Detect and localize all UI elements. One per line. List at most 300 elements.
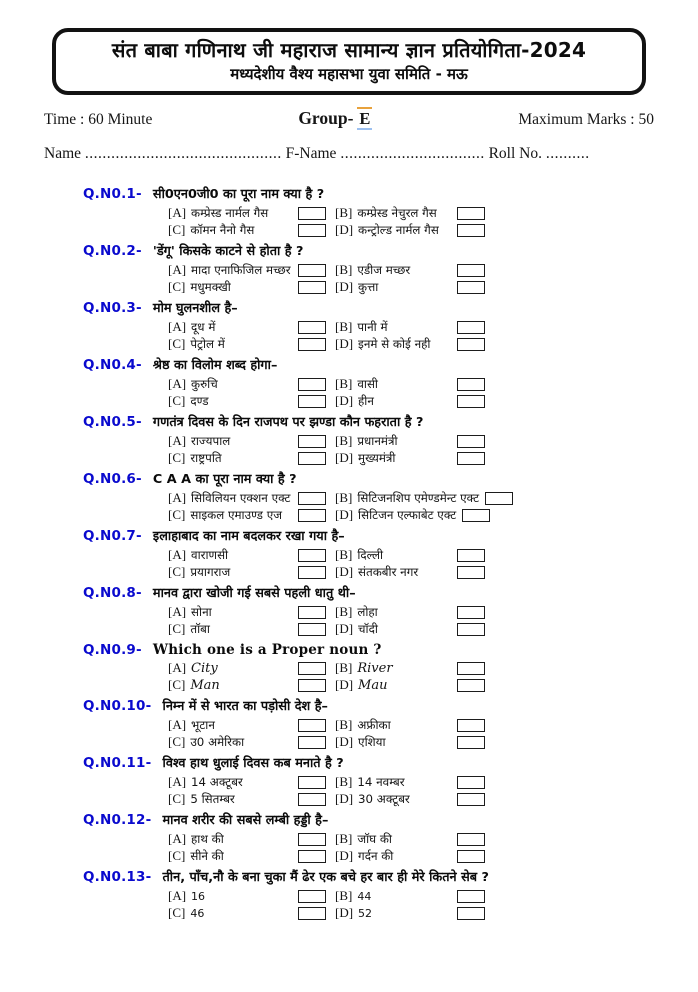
option-d xyxy=(335,905,485,921)
answer-checkbox-c[interactable] xyxy=(298,623,326,636)
option-b-text: एडीज मच्छर xyxy=(357,263,411,277)
question-text: इलाहाबाद का नाम बदलकर रखा गया है– xyxy=(152,529,345,544)
option-row-cd xyxy=(168,621,652,637)
answer-checkbox-d[interactable] xyxy=(457,566,485,579)
question-text: सी0एन0जी0 का पूरा नाम क्या है ? xyxy=(152,187,325,202)
option-d xyxy=(335,677,485,693)
option-b-tag: [B] xyxy=(335,774,353,789)
option-b-tag: [B] xyxy=(335,831,353,846)
max-marks-label: Maximum Marks : 50 xyxy=(518,111,654,128)
question-number: Q.N0.4- xyxy=(83,357,142,373)
option-a xyxy=(168,888,326,904)
option-b-text: 44 xyxy=(357,889,372,903)
option-d xyxy=(335,734,485,750)
option-a-text: सिविलियन एक्शन एक्ट xyxy=(191,491,291,505)
question-block xyxy=(83,810,652,864)
option-b-tag: [B] xyxy=(335,205,353,220)
option-row-cd xyxy=(168,507,652,523)
option-b-tag: [B] xyxy=(335,376,353,391)
option-c-text: Man xyxy=(190,677,220,693)
option-d-tag: [D] xyxy=(335,564,354,579)
answer-checkbox-d[interactable] xyxy=(457,679,485,692)
option-a-tag: [A] xyxy=(168,547,187,562)
option-a xyxy=(168,660,326,676)
answer-checkbox-a[interactable] xyxy=(298,719,326,732)
option-d xyxy=(335,507,490,523)
option-b-text: कम्प्रेस्ड नेचुरल गैस xyxy=(357,206,437,220)
question-text: निम्न में से भारत का पड़ोसी देश है– xyxy=(162,699,328,714)
option-d-tag: [D] xyxy=(335,734,354,749)
option-c-text: उ0 अमेरिका xyxy=(190,735,245,749)
option-b xyxy=(335,376,485,392)
option-row-ab xyxy=(168,319,652,335)
option-b xyxy=(335,774,485,790)
answer-checkbox-d[interactable] xyxy=(457,281,485,294)
option-b xyxy=(335,319,485,335)
option-d-text: चॉदी xyxy=(358,622,378,636)
option-c xyxy=(168,564,326,580)
option-c-tag: [C] xyxy=(168,734,186,749)
question-block xyxy=(83,469,652,523)
question-number: Q.N0.6- xyxy=(83,471,142,487)
option-d-tag: [D] xyxy=(335,848,354,863)
exam-meta-row xyxy=(44,108,654,129)
option-d-text: संतकबीर नगर xyxy=(358,565,419,579)
option-b xyxy=(335,490,513,506)
option-c-tag: [C] xyxy=(168,336,186,351)
option-d-text: इनमे से कोई नही xyxy=(358,337,431,351)
option-row-cd xyxy=(168,564,652,580)
option-row-cd xyxy=(168,393,652,409)
answer-checkbox-c[interactable] xyxy=(298,395,326,408)
option-d-tag: [D] xyxy=(335,222,354,237)
option-c-text: मधुमक्खी xyxy=(190,280,231,294)
option-a-text: हाथ की xyxy=(191,832,224,846)
answer-checkbox-c[interactable] xyxy=(298,338,326,351)
option-a xyxy=(168,547,326,563)
question-number: Q.N0.1- xyxy=(83,186,142,202)
option-d-text: कन्ट्रोल्ड नार्मल गैस xyxy=(358,223,439,237)
question-text: मानव शरीर की सबसे लम्बी हड्डी है– xyxy=(162,813,329,828)
option-a-tag: [A] xyxy=(168,717,187,732)
answer-checkbox-b[interactable] xyxy=(485,492,513,505)
answer-checkbox-d[interactable] xyxy=(457,452,485,465)
option-row-ab xyxy=(168,547,652,563)
option-b-text: 14 नवम्बर xyxy=(357,775,405,789)
option-row-ab xyxy=(168,774,652,790)
option-d-text: 52 xyxy=(358,906,373,920)
option-b-tag: [B] xyxy=(335,660,353,675)
option-d-tag: [D] xyxy=(335,393,354,408)
name-label: Name xyxy=(44,145,82,162)
option-b xyxy=(335,831,485,847)
option-c xyxy=(168,507,326,523)
question-header xyxy=(83,526,652,546)
option-b xyxy=(335,262,485,278)
answer-checkbox-b[interactable] xyxy=(457,833,485,846)
option-b-tag: [B] xyxy=(335,490,353,505)
option-row-cd xyxy=(168,734,652,750)
answer-checkbox-c[interactable] xyxy=(298,281,326,294)
option-d-tag: [D] xyxy=(335,677,354,692)
option-d-tag: [D] xyxy=(335,450,354,465)
option-d-tag: [D] xyxy=(335,507,354,522)
answer-checkbox-c[interactable] xyxy=(298,224,326,237)
option-row-cd xyxy=(168,905,652,921)
answer-checkbox-b[interactable] xyxy=(457,890,485,903)
answer-checkbox-a[interactable] xyxy=(298,662,326,675)
question-text: 'डेंगू' किसके काटने से होता है ? xyxy=(152,244,304,259)
option-c xyxy=(168,677,326,693)
answer-checkbox-b[interactable] xyxy=(457,549,485,562)
option-d xyxy=(335,791,485,807)
question-header xyxy=(83,355,652,375)
answer-checkbox-d[interactable] xyxy=(457,907,485,920)
option-b xyxy=(335,205,485,221)
option-c-text: पेट्रोल में xyxy=(190,337,225,351)
option-b xyxy=(335,547,485,563)
option-d-tag: [D] xyxy=(335,791,354,806)
option-b-tag: [B] xyxy=(335,262,353,277)
option-b xyxy=(335,433,485,449)
question-number: Q.N0.7- xyxy=(83,528,142,544)
option-c-tag: [C] xyxy=(168,393,186,408)
answer-checkbox-a[interactable] xyxy=(298,776,326,789)
rollno-fill-line[interactable]: .......... xyxy=(545,145,590,162)
group-label: Group- xyxy=(298,108,354,128)
answer-checkbox-b[interactable] xyxy=(457,264,485,277)
question-header xyxy=(83,696,652,716)
question-header xyxy=(83,412,652,432)
group-field xyxy=(298,108,372,129)
option-d-tag: [D] xyxy=(335,621,354,636)
question-text: Which one is a Proper noun ? xyxy=(152,642,382,658)
answer-checkbox-d[interactable] xyxy=(457,793,485,806)
question-number: Q.N0.5- xyxy=(83,414,142,430)
question-header xyxy=(83,298,652,318)
option-a-tag: [A] xyxy=(168,205,187,220)
option-d-text: कुत्ता xyxy=(358,280,379,294)
option-b-text: River xyxy=(357,660,393,676)
option-b-text: प्रधानमंत्री xyxy=(357,434,398,448)
answer-checkbox-c[interactable] xyxy=(298,509,326,522)
question-number: Q.N0.8- xyxy=(83,585,142,601)
answer-checkbox-c[interactable] xyxy=(298,736,326,749)
answer-checkbox-a[interactable] xyxy=(298,378,326,391)
option-a xyxy=(168,774,326,790)
question-header xyxy=(83,184,652,204)
option-d-tag: [D] xyxy=(335,905,354,920)
question-header xyxy=(83,810,652,830)
option-a xyxy=(168,604,326,620)
fname-label: F-Name xyxy=(285,145,337,162)
option-a xyxy=(168,376,326,392)
option-a-text: कुरुचि xyxy=(191,377,218,391)
option-row-cd xyxy=(168,279,652,295)
option-c-tag: [C] xyxy=(168,279,186,294)
question-number: Q.N0.2- xyxy=(83,243,142,259)
option-c-tag: [C] xyxy=(168,905,186,920)
option-d-text: एशिया xyxy=(358,735,386,749)
answer-checkbox-c[interactable] xyxy=(298,793,326,806)
option-c-text: 5 सितम्बर xyxy=(190,792,235,806)
option-a-text: City xyxy=(191,660,218,676)
option-a xyxy=(168,433,326,449)
option-a-tag: [A] xyxy=(168,774,187,789)
question-header xyxy=(83,469,652,489)
option-row-ab xyxy=(168,604,652,620)
option-d-tag: [D] xyxy=(335,279,354,294)
answer-checkbox-c[interactable] xyxy=(298,907,326,920)
question-text: गणतंत्र दिवस के दिन राजपथ पर झण्डा कौन फहराता है ? xyxy=(152,415,424,430)
question-block xyxy=(83,867,652,921)
option-b xyxy=(335,604,485,620)
option-c-text: दण्ड xyxy=(190,394,209,408)
option-c-text: प्रयागराज xyxy=(190,565,231,579)
option-c-tag: [C] xyxy=(168,677,186,692)
question-block xyxy=(83,355,652,409)
question-block xyxy=(83,640,652,693)
option-a xyxy=(168,717,326,733)
answer-checkbox-d[interactable] xyxy=(457,338,485,351)
option-b-tag: [B] xyxy=(335,319,353,334)
option-c-tag: [C] xyxy=(168,222,186,237)
answer-checkbox-c[interactable] xyxy=(298,452,326,465)
answer-checkbox-b[interactable] xyxy=(457,606,485,619)
option-b-tag: [B] xyxy=(335,888,353,903)
option-d xyxy=(335,848,485,864)
answer-checkbox-b[interactable] xyxy=(457,776,485,789)
option-c-tag: [C] xyxy=(168,507,186,522)
option-a-text: कम्प्रेस्ड नार्मल गैस xyxy=(191,206,269,220)
answer-checkbox-d[interactable] xyxy=(457,850,485,863)
option-a-text: भूटान xyxy=(191,718,215,732)
option-row-ab xyxy=(168,888,652,904)
option-c xyxy=(168,279,326,295)
answer-checkbox-a[interactable] xyxy=(298,833,326,846)
exam-title: संत बाबा गणिनाथ जी महाराज सामान्य ज्ञान प्रतियोगिता-2024 xyxy=(111,38,587,62)
question-block xyxy=(83,412,652,466)
question-text: मानव द्वारा खोजी गई सबसे पहली धातु थी– xyxy=(152,586,356,601)
option-a-tag: [A] xyxy=(168,376,187,391)
option-b xyxy=(335,660,485,676)
option-row-ab xyxy=(168,717,652,733)
answer-checkbox-d[interactable] xyxy=(457,623,485,636)
option-b-tag: [B] xyxy=(335,433,353,448)
question-text: C A A का पूरा नाम क्या है ? xyxy=(152,472,297,487)
option-c xyxy=(168,905,326,921)
option-row-cd xyxy=(168,222,652,238)
question-text: विश्व हाथ धुलाई दिवस कब मनाते है ? xyxy=(162,756,344,771)
time-label: Time : 60 Minute xyxy=(44,111,153,128)
option-d xyxy=(335,279,485,295)
answer-checkbox-a[interactable] xyxy=(298,321,326,334)
question-block xyxy=(83,241,652,295)
option-a-tag: [A] xyxy=(168,888,187,903)
option-c-text: 46 xyxy=(190,906,205,920)
option-c xyxy=(168,848,326,864)
option-c-tag: [C] xyxy=(168,621,186,636)
option-c-tag: [C] xyxy=(168,791,186,806)
question-number: Q.N0.9- xyxy=(83,642,142,658)
option-row-ab xyxy=(168,831,652,847)
answer-checkbox-d[interactable] xyxy=(457,395,485,408)
option-d-text: मुख्यमंत्री xyxy=(358,451,396,465)
option-b-tag: [B] xyxy=(335,717,353,732)
answer-checkbox-a[interactable] xyxy=(298,890,326,903)
answer-checkbox-b[interactable] xyxy=(457,435,485,448)
question-number: Q.N0.3- xyxy=(83,300,142,316)
option-a xyxy=(168,831,326,847)
option-c xyxy=(168,621,326,637)
option-a-tag: [A] xyxy=(168,490,187,505)
option-a xyxy=(168,205,326,221)
option-c-text: सीने की xyxy=(190,849,224,863)
option-b xyxy=(335,888,485,904)
answer-checkbox-d[interactable] xyxy=(462,509,490,522)
option-row-ab xyxy=(168,660,652,676)
option-a-tag: [A] xyxy=(168,660,187,675)
option-d xyxy=(335,393,485,409)
option-a xyxy=(168,490,326,506)
option-d-tag: [D] xyxy=(335,336,354,351)
option-row-cd xyxy=(168,677,652,693)
option-c-text: साइकल एमाउण्ड एज xyxy=(190,508,283,522)
option-row-ab xyxy=(168,490,652,506)
answer-checkbox-b[interactable] xyxy=(457,321,485,334)
option-c-tag: [C] xyxy=(168,848,186,863)
option-row-cd xyxy=(168,450,652,466)
answer-checkbox-a[interactable] xyxy=(298,435,326,448)
option-c-tag: [C] xyxy=(168,564,186,579)
option-a-text: 16 xyxy=(191,889,206,903)
option-row-ab xyxy=(168,433,652,449)
answer-checkbox-a[interactable] xyxy=(298,549,326,562)
fname-fill-line[interactable]: ................................. xyxy=(340,145,485,162)
option-c xyxy=(168,450,326,466)
option-b-text: जॉघ की xyxy=(357,832,392,846)
answer-checkbox-d[interactable] xyxy=(457,224,485,237)
candidate-fields-row xyxy=(44,145,654,163)
answer-checkbox-a[interactable] xyxy=(298,264,326,277)
option-b-text: सिटिजनशिप एमेण्डमेन्ट एक्ट xyxy=(357,491,480,505)
option-a-tag: [A] xyxy=(168,433,187,448)
question-block xyxy=(83,298,652,352)
question-text: श्रेष्ठ का विलोम शब्द होगा– xyxy=(152,358,278,373)
option-d xyxy=(335,621,485,637)
option-d-text: हीन xyxy=(358,394,374,408)
answer-checkbox-b[interactable] xyxy=(457,378,485,391)
option-c xyxy=(168,734,326,750)
option-row-cd xyxy=(168,336,652,352)
option-a-tag: [A] xyxy=(168,319,187,334)
option-b-text: लोहा xyxy=(357,605,378,619)
question-number: Q.N0.12- xyxy=(83,812,152,828)
option-b-text: अफ्रीका xyxy=(357,718,391,732)
question-block xyxy=(83,526,652,580)
option-c-text: तॉबा xyxy=(190,622,210,636)
option-row-ab xyxy=(168,205,652,221)
option-d xyxy=(335,564,485,580)
option-a-text: 14 अक्टूबर xyxy=(191,775,243,789)
option-b-text: वासी xyxy=(357,377,378,391)
option-d xyxy=(335,336,485,352)
question-block xyxy=(83,583,652,637)
option-a-text: राज्यपाल xyxy=(191,434,231,448)
name-fill-line[interactable]: ............................................. xyxy=(84,145,282,162)
question-block xyxy=(83,184,652,238)
exam-title-box xyxy=(52,28,646,95)
option-row-cd xyxy=(168,791,652,807)
option-c xyxy=(168,791,326,807)
option-b-text: दिल्ली xyxy=(357,548,384,562)
option-c xyxy=(168,222,326,238)
question-text: मोम घुलनशील है– xyxy=(152,301,238,316)
group-value: E xyxy=(359,109,371,128)
option-c xyxy=(168,336,326,352)
answer-checkbox-b[interactable] xyxy=(457,207,485,220)
question-header xyxy=(83,241,652,261)
questions-list xyxy=(83,184,652,921)
answer-checkbox-c[interactable] xyxy=(298,566,326,579)
option-row-cd xyxy=(168,848,652,864)
question-header xyxy=(83,583,652,603)
option-a-text: मादा एनाफिजिल मच्छर xyxy=(191,263,291,277)
option-a-tag: [A] xyxy=(168,604,187,619)
question-header xyxy=(83,867,652,887)
answer-checkbox-a[interactable] xyxy=(298,207,326,220)
option-row-ab xyxy=(168,376,652,392)
question-number: Q.N0.11- xyxy=(83,755,152,771)
answer-checkbox-a[interactable] xyxy=(298,492,326,505)
rollno-label: Roll No. xyxy=(488,145,542,162)
option-d-text: सिटिजन एल्फाबेट एक्ट xyxy=(358,508,457,522)
answer-checkbox-b[interactable] xyxy=(457,719,485,732)
question-number: Q.N0.13- xyxy=(83,869,152,885)
question-block xyxy=(83,696,652,750)
option-d-text: गर्दन की xyxy=(358,849,394,863)
answer-checkbox-c[interactable] xyxy=(298,850,326,863)
option-c-text: राष्ट्रपति xyxy=(190,451,222,465)
option-a-tag: [A] xyxy=(168,831,187,846)
answer-checkbox-b[interactable] xyxy=(457,662,485,675)
answer-checkbox-a[interactable] xyxy=(298,606,326,619)
option-d xyxy=(335,450,485,466)
option-b-text: पानी में xyxy=(357,320,388,334)
question-text: तीन, पाँच,नौ के बना चुका मैं ढेर एक बचे हर बार ही मेरे कितने सेब ? xyxy=(162,870,489,885)
option-d xyxy=(335,222,485,238)
option-c-tag: [C] xyxy=(168,450,186,465)
option-a-text: दूध में xyxy=(191,320,216,334)
option-a-text: सोना xyxy=(191,605,212,619)
option-b-tag: [B] xyxy=(335,604,353,619)
option-row-ab xyxy=(168,262,652,278)
question-number: Q.N0.10- xyxy=(83,698,152,714)
option-b-tag: [B] xyxy=(335,547,353,562)
question-block xyxy=(83,753,652,807)
answer-checkbox-c[interactable] xyxy=(298,679,326,692)
question-header xyxy=(83,640,652,659)
question-header xyxy=(83,753,652,773)
exam-subtitle: मध्यदेशीय वैश्य महासभा युवा समिति - मऊ xyxy=(230,65,468,83)
answer-checkbox-d[interactable] xyxy=(457,736,485,749)
option-a-tag: [A] xyxy=(168,262,187,277)
option-a xyxy=(168,319,326,335)
option-a xyxy=(168,262,326,278)
option-d-text: Mau xyxy=(358,677,388,693)
option-b xyxy=(335,717,485,733)
option-d-text: 30 अक्टूबर xyxy=(358,792,410,806)
